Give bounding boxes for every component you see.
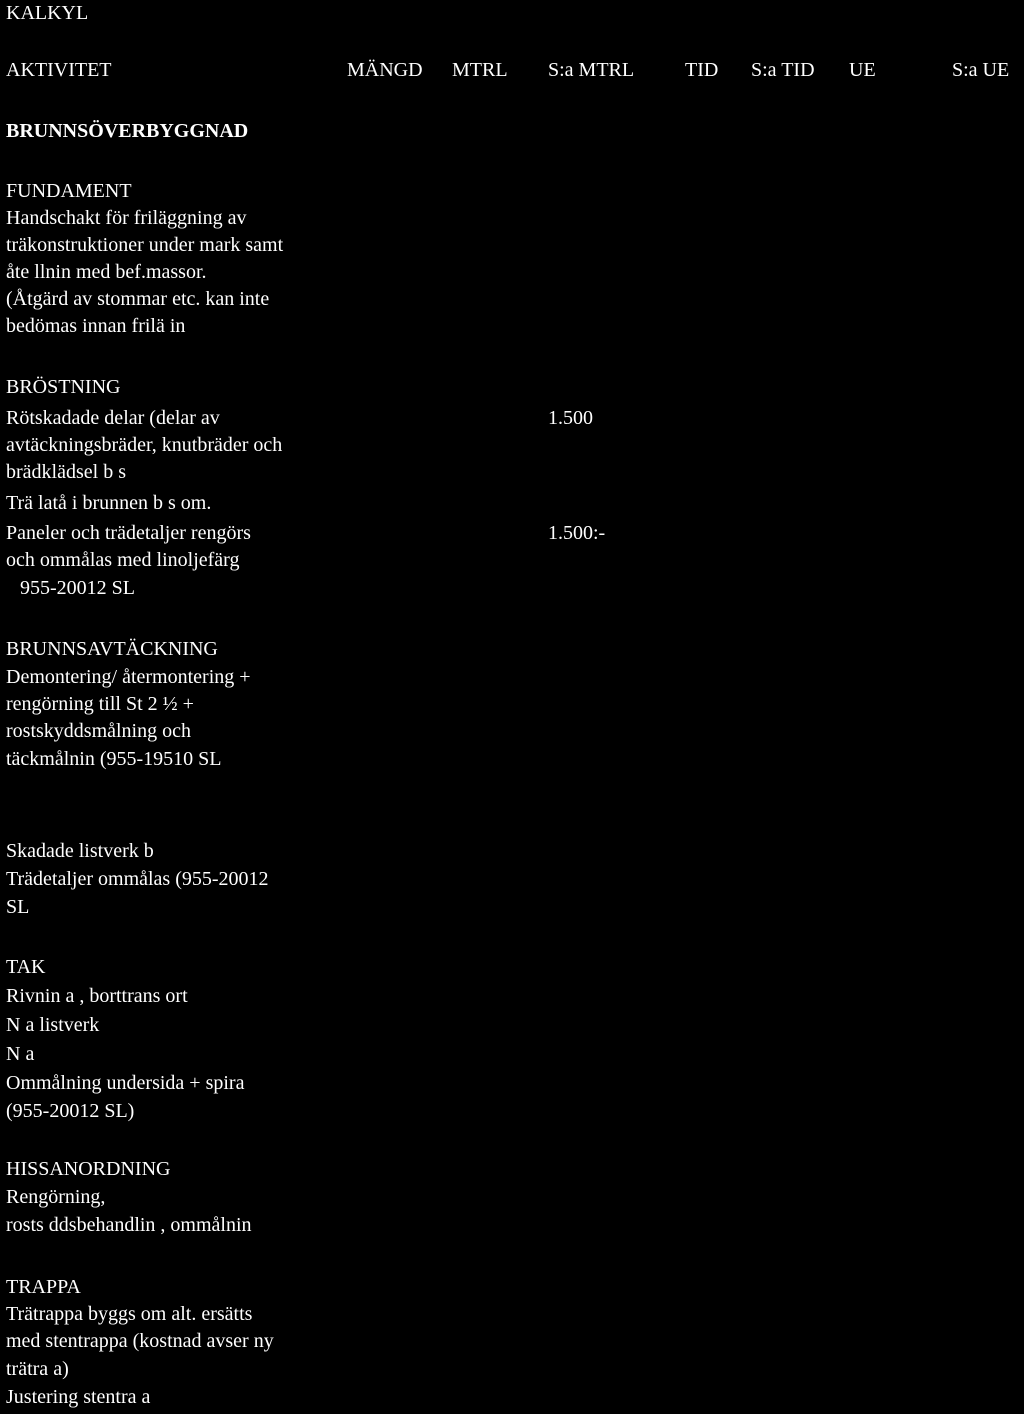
brunnsavtackning-line: rostskyddsmålning och: [6, 720, 191, 742]
tak-line: (955-20012 SL): [6, 1100, 135, 1122]
brostning-line: Paneler och trädetaljer rengörs: [6, 522, 251, 544]
brostning-line: 955-20012 SL: [20, 577, 135, 599]
brostning-heading: BRÖSTNING: [6, 376, 121, 398]
section-heading: BRUNNSÖVERBYGGNAD: [6, 120, 249, 142]
tak-line: N a: [6, 1043, 35, 1065]
hissanordning-line: rosts ddsbehandlin , ommålnin: [6, 1214, 252, 1236]
trappa-line: Justering stentra a: [6, 1386, 151, 1408]
tak-line: Rivnin a , borttrans ort: [6, 985, 188, 1007]
trappa-line: Trätrappa byggs om alt. ersätts: [6, 1303, 253, 1325]
tak-line: N a listverk: [6, 1014, 100, 1036]
brostning-line: avtäckningsbräder, knutbräder och: [6, 434, 283, 456]
trappa-heading: TRAPPA: [6, 1276, 81, 1298]
fundament-heading: FUNDAMENT: [6, 180, 132, 202]
brostning-line: och ommålas med linoljefärg: [6, 549, 240, 571]
brostning-line: brädklädsel b s: [6, 461, 126, 483]
doc-title: KALKYL: [6, 2, 89, 24]
tak-heading: TAK: [6, 956, 46, 978]
col-aktivitet: AKTIVITET: [6, 59, 112, 81]
col-tid: TID: [685, 59, 719, 81]
brunnsavtackning-line: rengörning till St 2 ½ +: [6, 693, 194, 715]
brunnsavtackning-line: Demontering/ återmontering +: [6, 666, 251, 688]
brostning-line: Trä latå i brunnen b s om.: [6, 492, 212, 514]
fundament-line: Handschakt för friläggning av: [6, 207, 247, 229]
col-ue: UE: [849, 59, 876, 81]
brunnsavtackning-heading: BRUNNSAVTÄCKNING: [6, 638, 218, 660]
brostning-sa-mtrl-value: 1.500:-: [548, 522, 606, 544]
hissanordning-heading: HISSANORDNING: [6, 1158, 171, 1180]
brunnsavtackning-extra-line: SL: [6, 896, 30, 918]
brostning-sa-mtrl-value: 1.500: [548, 407, 593, 429]
col-mangd: MÄNGD: [347, 59, 423, 81]
col-sa-tid: S:a TID: [751, 59, 815, 81]
col-sa-mtrl: S:a MTRL: [548, 59, 635, 81]
fundament-line: träkonstruktioner under mark samt: [6, 234, 284, 256]
trappa-line: med stentrappa (kostnad avser ny: [6, 1330, 274, 1352]
brunnsavtackning-extra-line: Trädetaljer ommålas (955-20012: [6, 868, 269, 890]
brunnsavtackning-extra-line: Skadade listverk b: [6, 840, 154, 862]
trappa-line: trätra a): [6, 1358, 69, 1380]
brunnsavtackning-line: täckmålnin (955-19510 SL: [6, 748, 222, 770]
fundament-line: åte llnin med bef.massor.: [6, 261, 207, 283]
col-sa-ue: S:a UE: [952, 59, 1010, 81]
brostning-line: Rötskadade delar (delar av: [6, 407, 220, 429]
tak-line: Ommålning undersida + spira: [6, 1072, 245, 1094]
fundament-line: (Åtgärd av stommar etc. kan inte: [6, 288, 270, 310]
fundament-line: bedömas innan frilä in: [6, 315, 186, 337]
col-mtrl: MTRL: [452, 59, 508, 81]
hissanordning-line: Rengörning,: [6, 1186, 106, 1208]
